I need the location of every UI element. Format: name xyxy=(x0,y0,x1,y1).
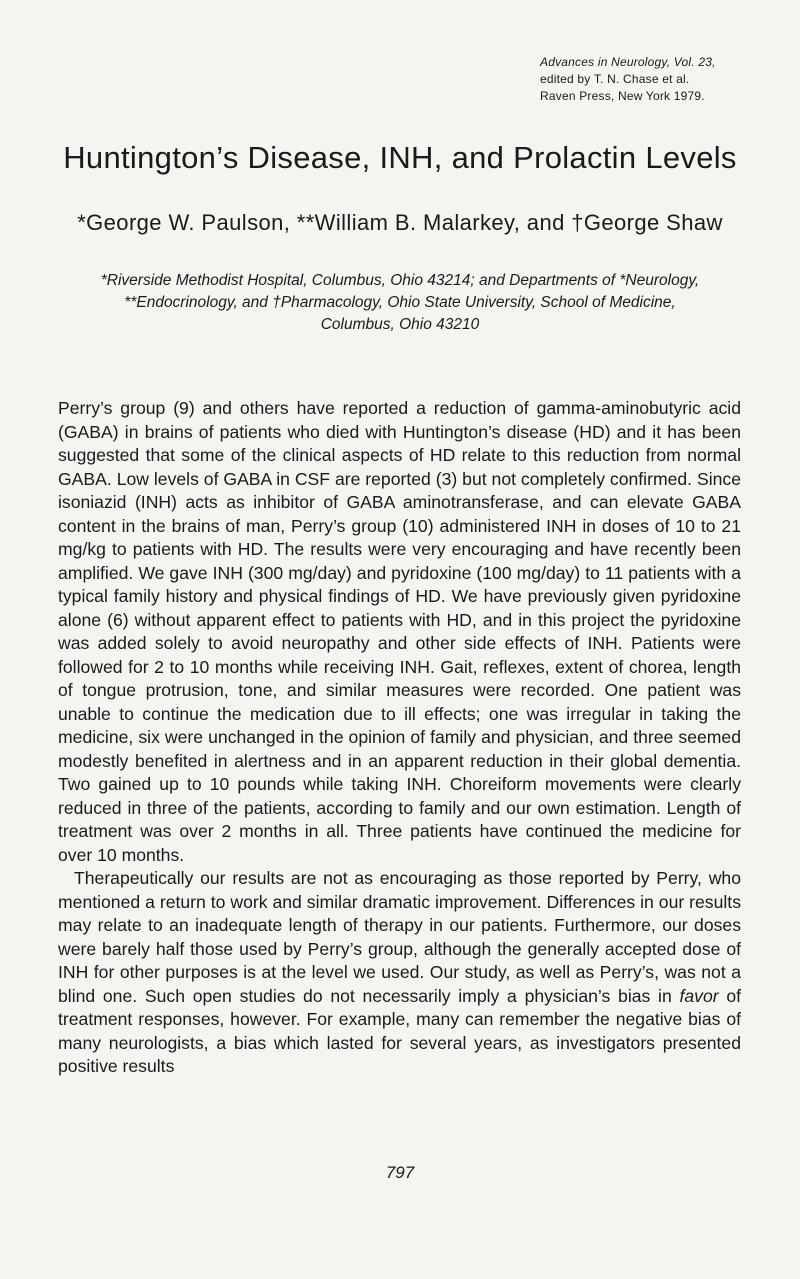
body-text xyxy=(58,397,741,1079)
paragraph-2-text-end: of treatment responses, however. For example, many can remember the negative bias of many neurologists, a bias which lasted for several years, as investigators presented positive results xyxy=(58,985,741,1076)
affiliation-line-1: *Riverside Methodist Hospital, Columbus, Ohio 43214; and Departments of *Neurology, xyxy=(100,272,700,289)
page-number: 797 xyxy=(385,1163,415,1182)
affiliation-line-3: Columbus, Ohio 43210 xyxy=(320,316,480,333)
body-paragraph-2 xyxy=(58,867,741,1079)
citation-block xyxy=(540,54,780,105)
paper-title: Huntington’s Disease, INH, and Prolactin Levels xyxy=(63,140,737,175)
emphasis-favor: favor xyxy=(679,985,719,1006)
citation-editors: edited by T. N. Chase et al. xyxy=(540,72,690,86)
citation-journal: Advances in Neurology, Vol. 23, xyxy=(540,55,716,69)
citation-publisher: Raven Press, New York 1979. xyxy=(540,89,705,103)
author-affiliations xyxy=(30,270,770,336)
body-paragraph-1: Perry’s group (9) and others have reported a reduction of gamma-aminobutyric acid (GABA) in brains of patients who died with Huntington’s disease (HD) and it has been suggested that some of the clinical aspects of HD relate to this reduction from normal GABA. Low levels of GABA in CSF are reported (3) but not completely confirmed. Since isoniazid (INH) acts as inhibitor of GABA aminotransferase, and can elevate GABA content in the brains of man, Perry’s group (10) administered INH in doses of 10 to 21 mg/kg to patients with HD. The results were very encouraging and have recently been amplified. We gave INH (300 mg/day) and pyridoxine (100 mg/day) to 11 patients with a typical family history and physical findings of HD. We have previously given pyridoxine alone (6) without apparent effect to patients with HD, and in this project the pyridoxine was added solely to avoid neuropathy and other side effects of INH. Patients were followed for 2 to 10 months while receiving INH. Gait, reflexes, extent of chorea, length of tongue protrusion, tone, and similar measures were recorded. One patient was unable to continue the medication due to ill effects; one was irregular in taking the medicine, six were unchanged in the opinion of family and physician, and three seemed modestly benefited in alertness and in an apparent reduction in their global dementia. Two gained up to 10 pounds while taking INH. Choreiform movements were clearly reduced in three of the patients, according to family and our own estimation. Length of treatment was over 2 months in all. Three patients have continued the medicine for over 10 months. xyxy=(58,398,741,865)
affiliation-line-2: **Endocrinology, and †Pharmacology, Ohio State University, School of Medicine, xyxy=(124,294,676,311)
paragraph-2-text-start: Therapeutically our results are not as encouraging as those reported by Perry, who mentioned a return to work and similar dramatic improvement. Differences in our results may relate to an inadequate length of therapy in our patients. Furthermore, our doses were barely half those used by Perry’s group, although the generally accepted dose of INH for other purposes is at the level we used. Our study, as well as Perry’s, was not a blind one. Such open studies do not necessarily imply a physician’s bias in xyxy=(58,868,741,1006)
paper-authors: *George W. Paulson, **William B. Malarkey, and †George Shaw xyxy=(77,210,723,235)
